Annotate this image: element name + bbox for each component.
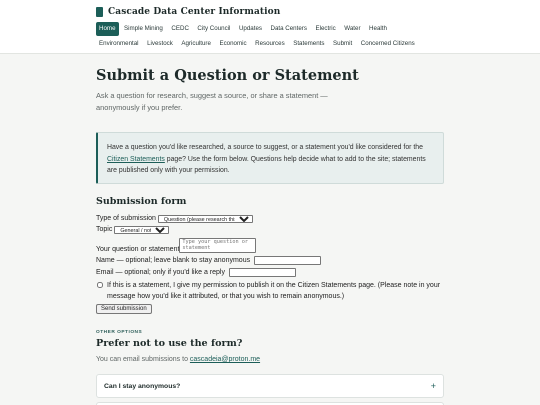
brand[interactable] <box>96 7 280 17</box>
page-subtitle: Ask a question for research, suggest a source, or share a statement — anonymously if you prefer. <box>96 91 328 112</box>
nav-item-economic[interactable]: Economic <box>219 40 247 47</box>
name-label: Name — optional; leave blank to stay anonymous <box>96 257 251 264</box>
type-row <box>96 213 456 224</box>
nav-row-primary <box>96 22 392 36</box>
question-textarea[interactable] <box>179 238 256 253</box>
nav-item-updates[interactable]: Updates <box>238 25 262 32</box>
callout-text-before: Have a question you'd like researched, a source to suggest, or a statement you'd like considered for the <box>107 144 423 151</box>
other-options-eyebrow: OTHER OPTIONS <box>96 330 143 335</box>
nav-item-home[interactable]: Home <box>96 22 119 36</box>
page-title: Submit a Question or Statement <box>96 67 359 84</box>
nav-item-resources[interactable]: Resources <box>255 40 285 47</box>
callout-text-after: page? Use the form below. Questions help decide what to add to the site; statements are published only with your permission. <box>107 155 426 174</box>
email-row <box>96 267 456 278</box>
topic-select[interactable] <box>114 226 169 234</box>
nav-item-simple-mining[interactable]: Simple Mining <box>124 25 163 32</box>
other-options-text <box>96 356 260 363</box>
email-input[interactable] <box>229 268 296 277</box>
email-prompt: You can email submissions to <box>96 356 190 363</box>
nav-item-data-centers[interactable]: Data Centers <box>270 25 307 32</box>
site-header <box>0 0 540 54</box>
nav-item-agriculture[interactable]: Agriculture <box>181 40 211 47</box>
email-link[interactable]: cascadeia@proton.me <box>189 356 261 363</box>
topic-label: Topic <box>96 226 113 233</box>
nav-item-electric[interactable]: Electric <box>315 25 336 32</box>
citizen-statements-link[interactable]: Citizen Statements <box>107 155 165 163</box>
nav-item-water[interactable]: Water <box>344 25 361 32</box>
type-label: Type of submission <box>96 215 156 222</box>
submission-form <box>96 213 456 314</box>
faq-question: Can I stay anonymous? <box>104 383 181 390</box>
type-select[interactable] <box>158 215 253 223</box>
nav-item-livestock[interactable]: Livestock <box>147 40 173 47</box>
consent-row <box>96 280 446 302</box>
nav-item-environmental[interactable]: Environmental <box>99 40 139 47</box>
name-row <box>96 255 456 266</box>
nav-item-cedc[interactable]: CEDC <box>171 25 189 32</box>
question-label: Your question or statement <box>96 246 180 253</box>
question-row <box>96 235 456 253</box>
nav-item-city-council[interactable]: City Council <box>197 25 231 32</box>
consent-checkbox[interactable] <box>97 282 103 288</box>
nav-item-concerned-citizens[interactable]: Concerned Citizens <box>360 40 415 47</box>
nav-item-health[interactable]: Health <box>369 25 387 32</box>
consent-text: If this is a statement, I give my permission to publish it on the Citizen Statements page. (Please note in your message how you'd like it attributed, or that you wish to remain anonymous.) <box>107 282 441 300</box>
nav-row-secondary <box>96 38 420 50</box>
faq-item[interactable] <box>96 374 444 398</box>
plus-icon: + <box>430 381 436 391</box>
name-input[interactable] <box>254 256 321 265</box>
topic-row <box>96 224 456 235</box>
nav-item-submit[interactable]: Submit <box>333 40 353 47</box>
nav-item-statements[interactable]: Statements <box>293 40 325 47</box>
site-title: Cascade Data Center Information <box>108 7 281 17</box>
book-icon <box>96 7 103 17</box>
other-options-title: Prefer not to use the form? <box>96 338 243 349</box>
form-heading: Submission form <box>96 196 187 207</box>
send-submission-button[interactable]: Send submission <box>96 304 152 314</box>
info-callout <box>96 132 444 184</box>
email-label: Email — optional; only if you'd like a reply <box>96 269 225 276</box>
